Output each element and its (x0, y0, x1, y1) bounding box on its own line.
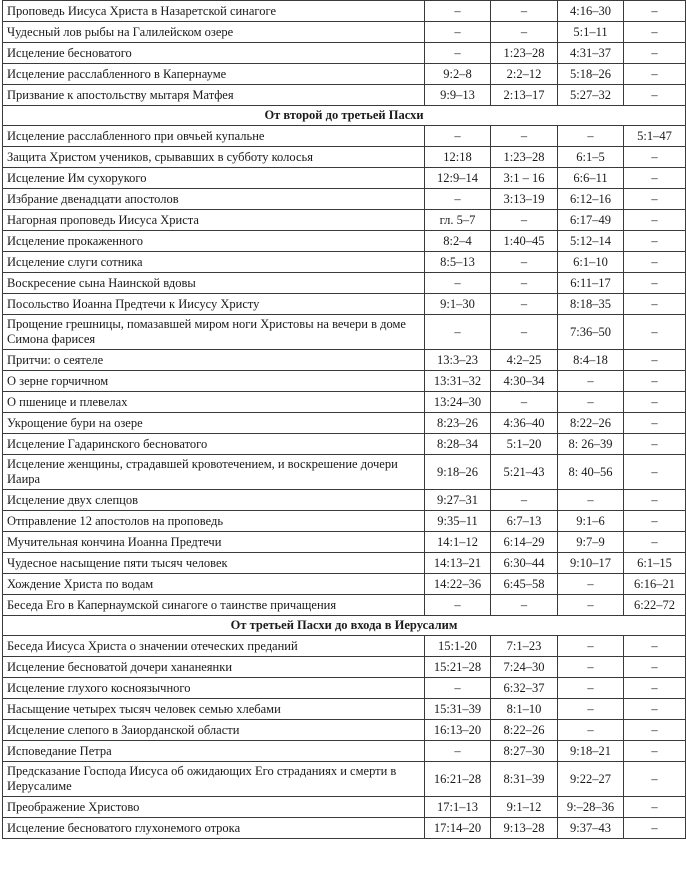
table-row (3, 720, 686, 741)
event-cell: Чудесное насыщение пяти тысяч человек (3, 553, 425, 574)
table-row (3, 64, 686, 85)
event-cell: Беседа Его в Капернаумской синагоге о таинстве причащения (3, 595, 425, 616)
john-ref-cell: – (624, 636, 686, 657)
matthew-ref-cell: 17:14–20 (425, 818, 491, 839)
matthew-ref-cell: – (425, 126, 491, 147)
table-row (3, 294, 686, 315)
mark-ref-cell: 6:7–13 (491, 511, 558, 532)
john-ref-cell: – (624, 455, 686, 490)
event-cell: Укрощение бури на озере (3, 413, 425, 434)
event-cell: Исцеление слепого в Заиорданской области (3, 720, 425, 741)
table-row (3, 315, 686, 350)
mark-ref-cell: 9:1–12 (491, 797, 558, 818)
mark-ref-cell: – (491, 392, 558, 413)
table-row (3, 231, 686, 252)
john-ref-cell: – (624, 252, 686, 273)
event-cell: Исцеление Гадаринского бесноватого (3, 434, 425, 455)
mark-ref-cell: 2:13–17 (491, 85, 558, 106)
mark-ref-cell: 1:40–45 (491, 231, 558, 252)
luke-ref-cell: 6:11–17 (558, 273, 624, 294)
matthew-ref-cell: – (425, 273, 491, 294)
john-ref-cell: – (624, 741, 686, 762)
table-row (3, 678, 686, 699)
matthew-ref-cell: 9:1–30 (425, 294, 491, 315)
matthew-ref-cell: – (425, 22, 491, 43)
matthew-ref-cell: – (425, 43, 491, 64)
mark-ref-cell: 9:13–28 (491, 818, 558, 839)
matthew-ref-cell: – (425, 315, 491, 350)
event-cell: Проповедь Иисуса Христа в Назаретской синагоге (3, 1, 425, 22)
table-row (3, 126, 686, 147)
event-cell: Избрание двенадцати апостолов (3, 189, 425, 210)
matthew-ref-cell: 8:23–26 (425, 413, 491, 434)
event-cell: Исповедание Петра (3, 741, 425, 762)
matthew-ref-cell: – (425, 189, 491, 210)
john-ref-cell: 6:16–21 (624, 574, 686, 595)
mark-ref-cell: 4:2–25 (491, 350, 558, 371)
matthew-ref-cell: – (425, 1, 491, 22)
luke-ref-cell: – (558, 678, 624, 699)
john-ref-cell: – (624, 797, 686, 818)
table-row (3, 147, 686, 168)
event-cell: О зерне горчичном (3, 371, 425, 392)
luke-ref-cell: – (558, 595, 624, 616)
mark-ref-cell: 6:14–29 (491, 532, 558, 553)
john-ref-cell: – (624, 434, 686, 455)
luke-ref-cell: 5:27–32 (558, 85, 624, 106)
section-header-row (3, 616, 686, 636)
mark-ref-cell: 5:1–20 (491, 434, 558, 455)
matthew-ref-cell: 17:1–13 (425, 797, 491, 818)
matthew-ref-cell: 9:18–26 (425, 455, 491, 490)
john-ref-cell: – (624, 43, 686, 64)
event-cell: Посольство Иоанна Предтечи к Иисусу Христу (3, 294, 425, 315)
mark-ref-cell: – (491, 490, 558, 511)
john-ref-cell: – (624, 350, 686, 371)
mark-ref-cell: 3:1 – 16 (491, 168, 558, 189)
event-cell: Предсказание Господа Иисуса об ожидающих Его страданиях и смерти в Иерусалиме (3, 762, 425, 797)
matthew-ref-cell: 15:21–28 (425, 657, 491, 678)
luke-ref-cell: 6:6–11 (558, 168, 624, 189)
luke-ref-cell: 9:1–6 (558, 511, 624, 532)
luke-ref-cell: 9:10–17 (558, 553, 624, 574)
matthew-ref-cell: – (425, 741, 491, 762)
matthew-ref-cell: 9:9–13 (425, 85, 491, 106)
matthew-ref-cell: 13:24–30 (425, 392, 491, 413)
table-row (3, 455, 686, 490)
mark-ref-cell: 8:22–26 (491, 720, 558, 741)
luke-ref-cell: – (558, 699, 624, 720)
table-row (3, 392, 686, 413)
table-row (3, 574, 686, 595)
event-cell: Исцеление бесноватой дочери хананеянки (3, 657, 425, 678)
luke-ref-cell: – (558, 392, 624, 413)
event-cell: Беседа Иисуса Христа о значении отеческих преданий (3, 636, 425, 657)
table-row (3, 1, 686, 22)
luke-ref-cell: 8:4–18 (558, 350, 624, 371)
event-cell: Насыщение четырех тысяч человек семью хлебами (3, 699, 425, 720)
mark-ref-cell: – (491, 126, 558, 147)
mark-ref-cell: – (491, 252, 558, 273)
event-cell: Исцеление расслабленного в Капернауме (3, 64, 425, 85)
event-cell: Воскресение сына Наинской вдовы (3, 273, 425, 294)
luke-ref-cell: 8: 26–39 (558, 434, 624, 455)
mark-ref-cell: 8:27–30 (491, 741, 558, 762)
john-ref-cell: – (624, 85, 686, 106)
luke-ref-cell: 9:37–43 (558, 818, 624, 839)
matthew-ref-cell: 9:2–8 (425, 64, 491, 85)
john-ref-cell: – (624, 490, 686, 511)
event-cell: Призвание к апостольству мытаря Матфея (3, 85, 425, 106)
mark-ref-cell: – (491, 22, 558, 43)
matthew-ref-cell: 13:3–23 (425, 350, 491, 371)
luke-ref-cell: 5:1–11 (558, 22, 624, 43)
event-cell: Исцеление бесноватого глухонемого отрока (3, 818, 425, 839)
luke-ref-cell: – (558, 720, 624, 741)
john-ref-cell: – (624, 231, 686, 252)
table-row (3, 595, 686, 616)
john-ref-cell: – (624, 699, 686, 720)
matthew-ref-cell: гл. 5–7 (425, 210, 491, 231)
table-row (3, 210, 686, 231)
john-ref-cell: – (624, 22, 686, 43)
mark-ref-cell: 2:2–12 (491, 64, 558, 85)
event-cell: Мучительная кончина Иоанна Предтечи (3, 532, 425, 553)
matthew-ref-cell: – (425, 678, 491, 699)
event-cell: Притчи: о сеятеле (3, 350, 425, 371)
table-row (3, 85, 686, 106)
matthew-ref-cell: 14:22–36 (425, 574, 491, 595)
section-header-row (3, 106, 686, 126)
table-row (3, 434, 686, 455)
luke-ref-cell: 9:22–27 (558, 762, 624, 797)
table-row (3, 168, 686, 189)
luke-ref-cell: 6:17–49 (558, 210, 624, 231)
mark-ref-cell: 6:32–37 (491, 678, 558, 699)
table-row (3, 657, 686, 678)
luke-ref-cell: 6:12–16 (558, 189, 624, 210)
mark-ref-cell: 7:24–30 (491, 657, 558, 678)
luke-ref-cell: – (558, 574, 624, 595)
table-row (3, 413, 686, 434)
john-ref-cell: 6:22–72 (624, 595, 686, 616)
mark-ref-cell: 3:13–19 (491, 189, 558, 210)
luke-ref-cell: 9:18–21 (558, 741, 624, 762)
john-ref-cell: – (624, 511, 686, 532)
luke-ref-cell: 7:36–50 (558, 315, 624, 350)
table-row (3, 762, 686, 797)
john-ref-cell: – (624, 1, 686, 22)
table-row (3, 22, 686, 43)
john-ref-cell: – (624, 315, 686, 350)
luke-ref-cell: 8: 40–56 (558, 455, 624, 490)
mark-ref-cell: – (491, 595, 558, 616)
luke-ref-cell: – (558, 490, 624, 511)
matthew-ref-cell: 16:21–28 (425, 762, 491, 797)
section-title: От третьей Пасхи до входа в Иерусалим (3, 616, 686, 636)
table-row (3, 350, 686, 371)
event-cell: Преображение Христово (3, 797, 425, 818)
event-cell: Исцеление женщины, страдавшей кровотечением, и воскрешение дочери Иаира (3, 455, 425, 490)
luke-ref-cell: 8:18–35 (558, 294, 624, 315)
matthew-ref-cell: 12:9–14 (425, 168, 491, 189)
event-cell: Исцеление двух слепцов (3, 490, 425, 511)
mark-ref-cell: 4:36–40 (491, 413, 558, 434)
table-body (3, 1, 686, 839)
mark-ref-cell: 8:31–39 (491, 762, 558, 797)
luke-ref-cell: 5:12–14 (558, 231, 624, 252)
table-row (3, 553, 686, 574)
luke-ref-cell: – (558, 636, 624, 657)
event-cell: Отправление 12 апостолов на проповедь (3, 511, 425, 532)
luke-ref-cell: – (558, 126, 624, 147)
event-cell: Исцеление слуги сотника (3, 252, 425, 273)
luke-ref-cell: – (558, 371, 624, 392)
john-ref-cell: – (624, 189, 686, 210)
john-ref-cell: – (624, 64, 686, 85)
luke-ref-cell: 9:7–9 (558, 532, 624, 553)
mark-ref-cell: – (491, 294, 558, 315)
event-cell: О пшенице и плевелах (3, 392, 425, 413)
matthew-ref-cell: 13:31–32 (425, 371, 491, 392)
john-ref-cell: – (624, 818, 686, 839)
john-ref-cell: – (624, 273, 686, 294)
luke-ref-cell: 5:18–26 (558, 64, 624, 85)
event-cell: Хождение Христа по водам (3, 574, 425, 595)
event-cell: Исцеление Им сухорукого (3, 168, 425, 189)
john-ref-cell: – (624, 392, 686, 413)
matthew-ref-cell: 12:18 (425, 147, 491, 168)
luke-ref-cell: 9:–28–36 (558, 797, 624, 818)
matthew-ref-cell: 9:27–31 (425, 490, 491, 511)
john-ref-cell: – (624, 371, 686, 392)
matthew-ref-cell: – (425, 595, 491, 616)
mark-ref-cell: – (491, 273, 558, 294)
matthew-ref-cell: 8:2–4 (425, 231, 491, 252)
mark-ref-cell: 8:1–10 (491, 699, 558, 720)
table-row (3, 532, 686, 553)
event-cell: Исцеление прокаженного (3, 231, 425, 252)
luke-ref-cell: 8:22–26 (558, 413, 624, 434)
matthew-ref-cell: 15:1-20 (425, 636, 491, 657)
matthew-ref-cell: 8:5–13 (425, 252, 491, 273)
matthew-ref-cell: 9:35–11 (425, 511, 491, 532)
table-row (3, 273, 686, 294)
document-page (2, 0, 685, 839)
mark-ref-cell: – (491, 1, 558, 22)
john-ref-cell: – (624, 657, 686, 678)
table-row (3, 252, 686, 273)
gospel-harmony-table (2, 0, 686, 839)
matthew-ref-cell: 14:1–12 (425, 532, 491, 553)
table-row (3, 797, 686, 818)
john-ref-cell: 5:1–47 (624, 126, 686, 147)
mark-ref-cell: 5:21–43 (491, 455, 558, 490)
table-row (3, 43, 686, 64)
john-ref-cell: 6:1–15 (624, 553, 686, 574)
event-cell: Нагорная проповедь Иисуса Христа (3, 210, 425, 231)
mark-ref-cell: – (491, 210, 558, 231)
mark-ref-cell: 4:30–34 (491, 371, 558, 392)
luke-ref-cell: – (558, 657, 624, 678)
mark-ref-cell: 1:23–28 (491, 147, 558, 168)
table-row (3, 371, 686, 392)
table-row (3, 741, 686, 762)
john-ref-cell: – (624, 678, 686, 699)
event-cell: Чудесный лов рыбы на Галилейском озере (3, 22, 425, 43)
table-row (3, 189, 686, 210)
table-row (3, 818, 686, 839)
john-ref-cell: – (624, 147, 686, 168)
event-cell: Прощение грешницы, помазавшей миром ноги Христовы на вечери в доме Симона фарисея (3, 315, 425, 350)
event-cell: Защита Христом учеников, срывавших в субботу колосья (3, 147, 425, 168)
matthew-ref-cell: 16:13–20 (425, 720, 491, 741)
event-cell: Исцеление расслабленного при овчьей купальне (3, 126, 425, 147)
section-title: От второй до третьей Пасхи (3, 106, 686, 126)
john-ref-cell: – (624, 762, 686, 797)
table-row (3, 699, 686, 720)
john-ref-cell: – (624, 294, 686, 315)
table-row (3, 511, 686, 532)
john-ref-cell: – (624, 532, 686, 553)
mark-ref-cell: – (491, 315, 558, 350)
luke-ref-cell: 4:16–30 (558, 1, 624, 22)
mark-ref-cell: 6:45–58 (491, 574, 558, 595)
john-ref-cell: – (624, 210, 686, 231)
mark-ref-cell: 6:30–44 (491, 553, 558, 574)
table-row (3, 490, 686, 511)
john-ref-cell: – (624, 413, 686, 434)
luke-ref-cell: 6:1–10 (558, 252, 624, 273)
john-ref-cell: – (624, 168, 686, 189)
matthew-ref-cell: 8:28–34 (425, 434, 491, 455)
table-row (3, 636, 686, 657)
luke-ref-cell: 4:31–37 (558, 43, 624, 64)
john-ref-cell: – (624, 720, 686, 741)
luke-ref-cell: 6:1–5 (558, 147, 624, 168)
matthew-ref-cell: 14:13–21 (425, 553, 491, 574)
mark-ref-cell: 1:23–28 (491, 43, 558, 64)
mark-ref-cell: 7:1–23 (491, 636, 558, 657)
matthew-ref-cell: 15:31–39 (425, 699, 491, 720)
event-cell: Исцеление бесноватого (3, 43, 425, 64)
event-cell: Исцеление глухого косноязычного (3, 678, 425, 699)
